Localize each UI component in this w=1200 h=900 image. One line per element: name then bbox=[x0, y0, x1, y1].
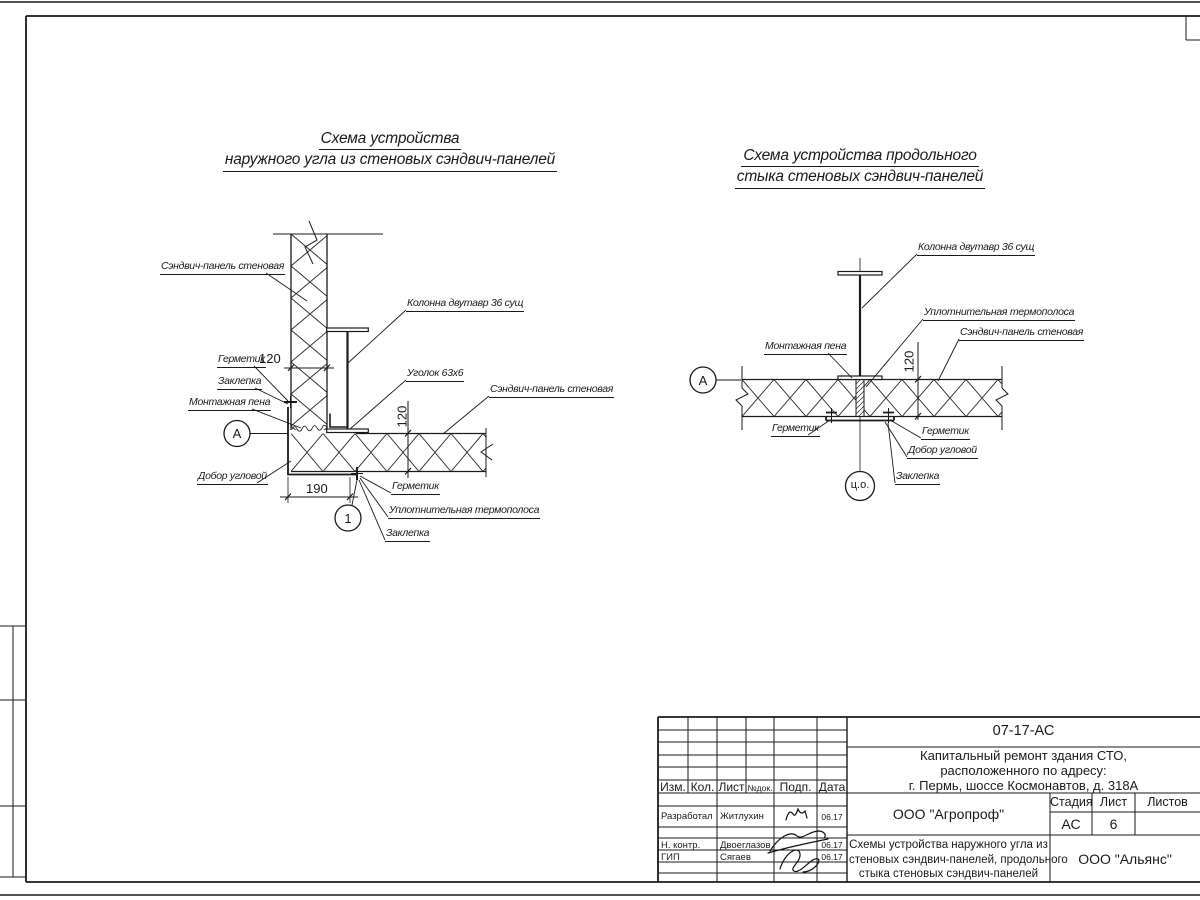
right-diagram-title bbox=[660, 146, 1060, 189]
row-ncontrol-name: Двоеглазов bbox=[720, 840, 771, 851]
label-sealant-left-r: Герметик bbox=[771, 423, 820, 437]
label-foam-right: Монтажная пена bbox=[764, 341, 847, 355]
stage-header: Стадия bbox=[1050, 795, 1093, 809]
signature-syagaev bbox=[780, 850, 819, 872]
label-rivet-left: Заклепка bbox=[217, 376, 262, 390]
center-axis-marker: ц.о. bbox=[850, 479, 870, 491]
label-sandwich-panel-right: Сэндвич-панель стеновая bbox=[489, 384, 614, 398]
label-rivet-bottom: Заклепка bbox=[385, 528, 430, 542]
label-thermo-strip-right: Уплотнительная термополоса bbox=[923, 307, 1075, 321]
design-org: ООО "Агропроф" bbox=[892, 806, 1005, 822]
project-line2: расположенного по адресу: bbox=[940, 763, 1107, 778]
label-corner-trim: Добор угловой bbox=[197, 471, 268, 485]
row-developed-name: Житлухин bbox=[720, 811, 764, 822]
project-line1: Капитальный ремонт здания СТО, bbox=[920, 748, 1127, 763]
left-title-line1: Схема устройства bbox=[319, 129, 462, 150]
section-marker-a-right: А bbox=[698, 373, 708, 388]
stage-value: АС bbox=[1061, 816, 1081, 832]
theme-line1: Схемы устройства наружного угла из bbox=[849, 839, 1048, 851]
sheet-value: 6 bbox=[1109, 816, 1118, 832]
col-header-list: Лист bbox=[718, 780, 745, 794]
col-header-data: Дата bbox=[818, 780, 846, 794]
label-sealant-right-r: Герметик bbox=[921, 426, 970, 440]
label-sandwich-panel: Сэндвич-панель стеновая bbox=[959, 327, 1084, 341]
left-diagram-title bbox=[190, 129, 590, 172]
detail-marker-1: 1 bbox=[344, 511, 352, 526]
dim-120-panel-thickness: 120 bbox=[394, 405, 410, 428]
label-sealant-bottom: Герметик bbox=[391, 481, 440, 495]
row-gip-name: Сягаев bbox=[720, 852, 751, 863]
row-gip-role: ГИП bbox=[661, 852, 680, 863]
label-sealant-left: Герметик bbox=[217, 354, 266, 368]
project-name bbox=[850, 748, 1197, 793]
doc-number: 07-17-АС bbox=[992, 723, 1055, 739]
label-sandwich-panel-top: Сэндвич-панель стеновая bbox=[160, 261, 285, 275]
customer-org: ООО "Альянс" bbox=[1078, 851, 1172, 867]
label-rivet-right: Заклепка bbox=[895, 471, 940, 485]
sheet-header: Лист bbox=[1099, 795, 1128, 809]
col-header-podp: Подп. bbox=[779, 780, 812, 794]
col-header-doc: №док. bbox=[747, 783, 773, 793]
right-title-line1: Схема устройства продольного bbox=[741, 146, 978, 167]
label-column-beam-right: Колонна двутавр 36 сущ bbox=[917, 242, 1035, 256]
right-title-line2: стыка стеновых сэндвич-панелей bbox=[735, 167, 985, 188]
dim-120-panel-width: 120 bbox=[259, 351, 281, 366]
signature-zhitlukhin bbox=[786, 809, 807, 820]
row-ncontrol-role: Н. контр. bbox=[661, 840, 701, 851]
row-developed-date: 06.17 bbox=[821, 812, 843, 822]
col-header-izm: Изм. bbox=[660, 780, 686, 794]
label-angle: Уголок 63х6 bbox=[406, 368, 464, 382]
section-marker-a-left: А bbox=[232, 426, 242, 441]
col-header-kol: Кол. bbox=[690, 780, 715, 794]
row-developed-role: Разработал bbox=[661, 811, 713, 822]
project-line3: г. Пермь, шоссе Космонавтов, д. 318А bbox=[908, 778, 1139, 793]
label-corner-trim-right: Добор угловой bbox=[907, 445, 978, 459]
label-foam: Монтажная пена bbox=[188, 397, 271, 411]
label-thermo-strip: Уплотнительная термополоса bbox=[388, 505, 540, 519]
row-gip-date: 06.17 bbox=[821, 852, 843, 862]
sheet-theme bbox=[849, 838, 1068, 882]
left-title-line2: наружного угла из стеновых сэндвич-панелей bbox=[223, 150, 557, 171]
sheets-header: Листов bbox=[1147, 795, 1188, 809]
theme-line3: стыка стеновых сэндвич-панелей bbox=[858, 868, 1039, 880]
joint-detail-drawing bbox=[690, 254, 1008, 501]
row-ncontrol-date: 06.17 bbox=[821, 840, 843, 850]
label-column-beam: Колонна двутавр 36 сущ bbox=[406, 298, 524, 312]
dim-190-corner: 190 bbox=[306, 481, 328, 496]
dim-120-right: 120 bbox=[901, 350, 917, 373]
theme-line2: стеновых сэндвич-панелей, продольного bbox=[849, 853, 1068, 866]
